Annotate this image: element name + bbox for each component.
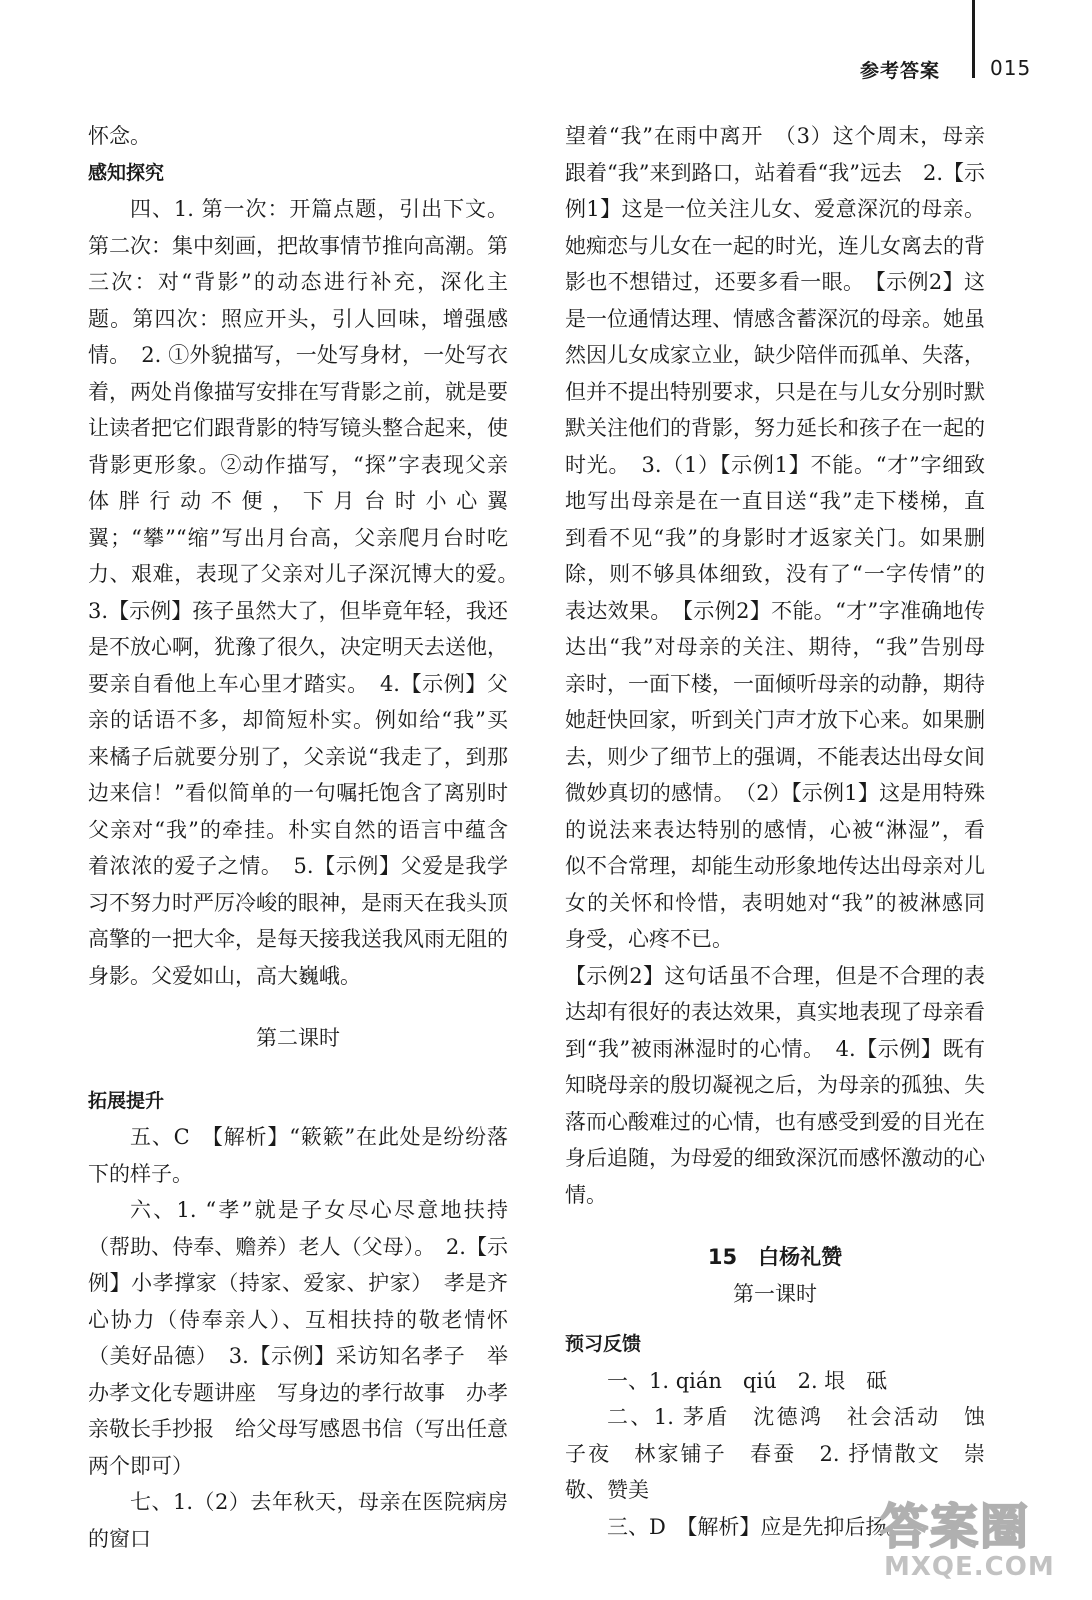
paragraph: 望着“我”在雨中离开 （3）这个周末，母亲跟着“我”来到路口，站着看“我”远去 2.【示例1】这是一位关注儿女、爱意深沉的母亲。她痴恋与儿女在一起的时光，连儿女离去的背影也不想错过，还要多看一眼。 【示例2】这是一位通情达理、情感含蓄深沉的母亲。她虽然因儿女成家立业，缺少陪伴而孤单、失落，但并不提出特别要求，只是在与儿女分别时默默关注他们的背影，努力延长和孩子在一起的时光。 3.（1）【示例1】不能。“才”字细致地写出母亲是在一直目送“我”走下楼梯，直到看不见“我”的身影时才返家关门。如果删除，则不够具体细致，没有了“一字传情”的表达效果。 【示例2】不能。“才”字准确地传达出“我”对母亲的关注、期待，“我”告别母亲时，一面下楼，一面倾听母亲的动静，期待她赶快回家，听到关门声才放下心来。如果删去，则少了细节上的强调，不能表达出母女间微妙真切的感情。 （2）【示例1】这是用特殊的说法来表达特别的感情，心被“淋湿”，看似不合常理，却能生动形象地传达出母亲对儿女的关怀和怜惜，表明她对“我”的被淋感同身受，心疼不已。 — [565, 124, 985, 951]
paragraph: 六、1. “孝”就是子女尽心尽意地扶持（帮助、侍奉、赡养）老人（父母）。 2.【示例】小孝撑家（持家、爱家、护家） 孝是齐心协力（侍奉亲人）、互相扶持的敬老情怀（美好品德） 3.【示例】采访知名孝子 举办孝文化专题讲座 写身边的孝行故事 办孝亲敬长手抄报 给父母写感恩书信（写出任意两个即可） — [88, 1198, 508, 1478]
paragraph: 四、1. 第一次：开篇点题，引出下文。第二次：集中刻画，把故事情节推向高潮。第三次：对“背影”的动态进行补充，深化主题。第四次：照应开头，引人回味，增强感情。 2. ①外貌描写，一处写身材，一处写衣着，两处肖像描写安排在写背影之前，就是要让读者把它们跟背影的特写镜头整合起来，使背影更形象。②动作描写，“探”字表现父亲体胖行动不便，下月台时小心翼翼；“攀”“缩”写出月台高，父亲爬月台时吃力、艰难，表现了父亲对儿子深沉博大的爱。 3.【示例】孩子虽然大了，但毕竟年轻，我还是不放心啊，犹豫了很久，决定明天去送他，要亲自看他上车心里才踏实。 4.【示例】父亲的话语不多，却简短朴实。例如给“我”买来橘子后就要分别了，父亲说“我走了，到那边来信！”看似简单的一句嘱托饱含了离别时父亲对“我”的牵挂。朴实自然的语言中蕴含着浓浓的爱子之情。 5.【示例】父爱是我学习不努力时严厉冷峻的眼神，是雨天在我头顶高擎的一把大伞，是每天接我送我风雨无阻的身影。父爱如山，高大巍峨。 — [88, 197, 529, 988]
paragraph: 二、1. 茅盾 沈德鸿 社会活动 蚀 子夜 林家铺子 春蚕 2. 抒情散文 崇敬、赞美 — [565, 1405, 1006, 1502]
watermark-logo-text: 答案圈 — [880, 1499, 1031, 1555]
paragraph: 三、D 【解析】应是先抑后扬。 — [607, 1514, 908, 1539]
paragraph: 五、C 【解析】“簌簌”在此处是纷纷落下的样子。 — [88, 1125, 508, 1186]
page-number: 015 — [990, 56, 1032, 80]
paragraph: 【示例2】这句话虽不合理，但是不合理的表达却有很好的表达效果，真实地表现了母亲看到“我”被雨淋湿时的心情。 4.【示例】既有知晓母亲的殷切凝视之后，为母亲的孤独、失落而心酸难过的心情，也有感受到爱的目光在身后追随，为母爱的细致深沉而感怀激动的心情。 — [565, 963, 985, 1207]
paragraph: 七、1.（2）去年秋天，母亲在医院病房的窗口 — [88, 1490, 508, 1551]
right-column — [565, 118, 1006, 1545]
lesson-subtitle: 第一课时 — [733, 1281, 817, 1306]
left-column — [88, 118, 529, 1557]
site-watermark — [870, 1488, 1080, 1588]
section-heading-preview: 预习反馈 — [565, 1333, 642, 1355]
paragraph: 怀念。 — [88, 124, 151, 148]
running-header-title: 参考答案 — [860, 60, 941, 82]
section-heading-perception: 感知探究 — [88, 161, 165, 184]
section-heading-extension: 拓展提升 — [88, 1089, 165, 1112]
paragraph: 一、1. qián qiú 2. 垠 砥 — [607, 1368, 888, 1393]
subsection-title-lesson-2: 第二课时 — [256, 1026, 340, 1050]
lesson-title: 15 白杨礼赞 — [707, 1245, 843, 1269]
header-divider — [972, 0, 975, 78]
watermark-url: MXQE.COM — [884, 1552, 1055, 1582]
